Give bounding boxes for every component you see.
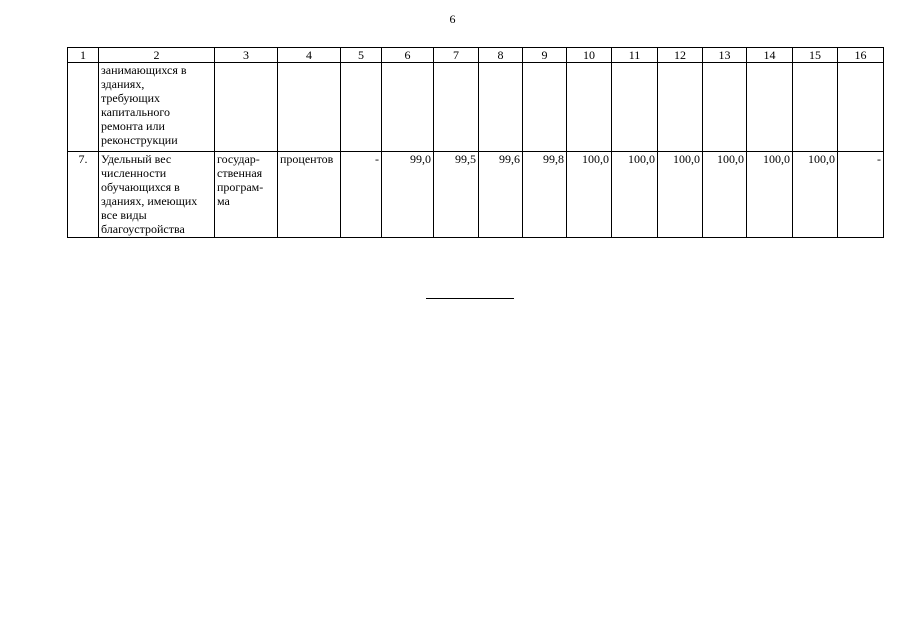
header-cell: 6 [382,48,434,63]
table-cell [793,63,838,152]
header-cell: 7 [434,48,479,63]
table-row-continuation [68,63,884,152]
header-cell: 3 [215,48,278,63]
value-cell-10: 100,0 [567,152,612,238]
header-cell: 10 [567,48,612,63]
header-row [68,48,884,63]
table-cell [479,63,523,152]
table-cell [658,63,703,152]
value-cell-11: 100,0 [612,152,658,238]
table-cell [341,63,382,152]
text-line: Удельный вес [101,152,172,166]
table-cell [215,63,278,152]
text-line: требующих [101,91,160,105]
indicator-table [67,47,884,238]
value-cell-15: 100,0 [793,152,838,238]
text-line: занимающихся в [101,63,187,77]
header-cell: 14 [747,48,793,63]
value-cell-6: 99,0 [382,152,434,238]
header-cell: 2 [99,48,215,63]
indicator-name-continuation [99,63,215,152]
header-cell: 8 [479,48,523,63]
header-cell: 5 [341,48,382,63]
table-row-7 [68,152,884,238]
value-cell-16: - [838,152,884,238]
value-cell-8: 99,6 [479,152,523,238]
header-cell: 13 [703,48,747,63]
header-cell: 16 [838,48,884,63]
table-cell [382,63,434,152]
header-cell: 9 [523,48,567,63]
table-cell [747,63,793,152]
text-line: капитального [101,105,170,119]
table-cell [612,63,658,152]
page-number: 6 [449,12,456,26]
table-cell [838,63,884,152]
text-line: реконструкции [101,133,178,147]
table-cell [567,63,612,152]
text-line: обучающихся в [101,180,180,194]
value-cell-9: 99,8 [523,152,567,238]
text-line: ма [217,194,230,208]
text-line: ственная [217,166,263,180]
header-cell: 4 [278,48,341,63]
text-line: зданиях, имеющих [101,194,198,208]
text-line: численности [101,166,167,180]
end-rule [426,298,514,299]
text-line: благоустройства [101,222,185,236]
table-cell [523,63,567,152]
text-line: зданиях, [101,77,145,91]
text-line: все виды [101,208,147,222]
table-cell [434,63,479,152]
text-line: ремонта или [101,119,165,133]
text-line: програм- [217,180,264,194]
table-cell [703,63,747,152]
value-cell-5: - [341,152,382,238]
table-cell [68,63,99,152]
header-cell: 11 [612,48,658,63]
text-line: государ- [217,152,260,166]
data-source [215,152,278,238]
header-cell: 1 [68,48,99,63]
value-cell-7: 99,5 [434,152,479,238]
header-cell: 12 [658,48,703,63]
indicator-name [99,152,215,238]
header-cell: 15 [793,48,838,63]
value-cell-14: 100,0 [747,152,793,238]
value-cell-12: 100,0 [658,152,703,238]
unit-cell: процентов [278,152,341,238]
table-cell [278,63,341,152]
value-cell-13: 100,0 [703,152,747,238]
row-number: 7. [68,152,99,238]
